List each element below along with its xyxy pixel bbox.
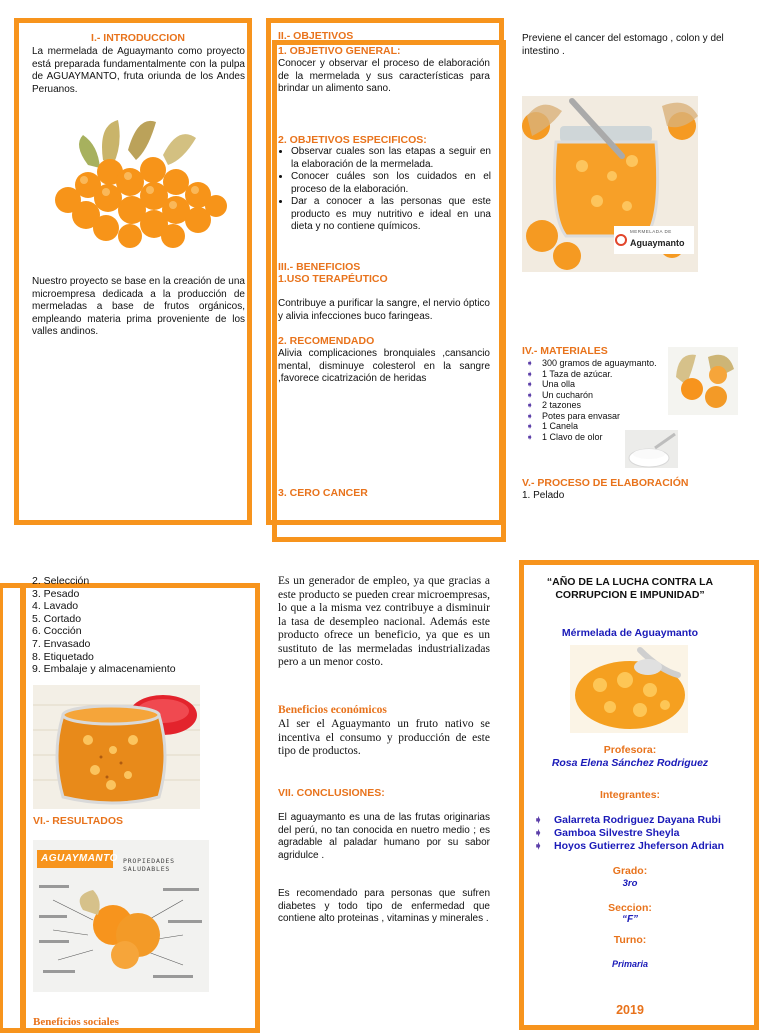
integrante-item: ➧ Galarreta Rodriguez Dayana Rubi: [534, 814, 721, 826]
objetivos-especificos-title: 2. OBJETIVOS ESPECIFICOS:: [278, 134, 427, 146]
beneficios-sociales-title: Beneficios sociales: [33, 1016, 119, 1028]
jar-label-small: MERMELADA DE: [630, 229, 672, 234]
proceso-title: V.- PROCESO DE ELABORACIÓN: [522, 477, 689, 489]
uso-terapeutico-text: Contribuye a purificar la sangre, el nervio óptico y alivia infecciones buco faringeas.: [278, 298, 490, 322]
profesora-label: Profesora:: [603, 744, 657, 756]
proceso-step: 8. Etiquetado: [32, 650, 94, 663]
proceso-step-1: 1. Pelado: [522, 490, 565, 501]
arrow-bullet-icon: ➧: [526, 421, 534, 431]
beneficios-economicos-title: Beneficios económicos: [278, 704, 387, 716]
material-item: ➧ 1 Taza de azúcar.: [526, 368, 613, 379]
objetivo-especifico-item: • Dar a conocer a las personas que este producto es muy nutritivo e ideal en una dieta y no contiene químicos.: [291, 196, 491, 234]
sugar-bowl-image: [625, 430, 678, 468]
poster-subtitle: PROPIEDADES SALUDABLES: [123, 857, 175, 873]
turno-value: Primaria: [611, 959, 649, 969]
intro-paragraph-2: Nuestro proyecto se base en la creación de una microempresa dedicada a la producción de mermeladas a base de frutos orgánicos, empleando materia prima proveniente de los valles andinos.: [32, 276, 245, 337]
objetivo-general-title: 1. OBJETIVO GENERAL:: [278, 45, 401, 57]
proceso-step: 9. Embalaje y almacenamiento: [32, 663, 176, 676]
integrante-item: ➧ Hoyos Gutierrez Jheferson Adrian: [534, 840, 724, 852]
materiales-title: IV.- MATERIALES: [522, 345, 608, 357]
cover-project-title: Mérmelada de Aguaymanto: [561, 627, 699, 639]
poster-title: AGUAYMANTO: [41, 853, 118, 864]
material-item: ➧ Una olla: [526, 379, 576, 389]
proceso-step: 7. Envasado: [32, 637, 91, 650]
grado-label: Grado:: [612, 865, 648, 877]
material-item: ➧ Potes para envasar: [526, 410, 621, 421]
empleo-text: Es un generador de empleo, ya que gracias a este producto se pueden crear microempresas, lo que a la misma vez contribuye a disminuir la tasa de desempleo nacional. Además este producto ofrece un beneficio, ya que es un sustituto de las mermeladas industrializadas pero a un menor costo.: [278, 575, 490, 668]
conclusiones-text-1: El aguaymanto es una de las frutas originarias del perú, no tan conocida en nuetro medio ; es agradable al paladar humano por su sabor agridulce .: [278, 812, 490, 861]
arrow-bullet-icon: ➧: [526, 410, 534, 421]
cover-jam-image: [570, 645, 688, 733]
objetivo-especifico-item: • Observar cuales son las etapas a seguir en la elaboración de la mermelada.: [291, 146, 491, 171]
material-item: ➧ 1 Clavo de olor: [526, 431, 603, 442]
seccion-value: “F”: [621, 914, 639, 925]
arrow-bullet-icon: ➧: [526, 431, 534, 442]
integrante-item: ➧ Gamboa Silvestre Sheyla: [534, 827, 680, 839]
conclusiones-text-2: Es recomendado para personas que sufren diabetes y todo tipo de enfermedad que contiene alto proteinas , vitaminas y minerales .: [278, 888, 490, 924]
conclusiones-title: VII. CONCLUSIONES:: [278, 787, 385, 799]
arrow-bullet-icon: ➧: [526, 400, 534, 410]
arrow-bullet-icon: ➧: [526, 358, 534, 368]
arrow-bullet-icon: ➧: [526, 379, 534, 389]
objetivo-especifico-item: • Conocer cuáles son los cuidados en el proceso de la elaboración.: [291, 171, 491, 196]
proceso-steps-list: [32, 575, 176, 676]
seccion-label: Seccion:: [608, 902, 652, 914]
arrow-bullet-icon: ➧: [534, 841, 543, 852]
proceso-step: 5. Cortado: [32, 612, 82, 625]
turno-label: Turno:: [613, 934, 647, 946]
arrow-bullet-icon: ➧: [534, 815, 543, 826]
material-item: ➧ 300 gramos de aguaymanto.: [526, 358, 657, 368]
objetivos-title: II.- OBJETIVOS: [278, 30, 354, 42]
recomendado-title: 2. RECOMENDADO: [278, 335, 375, 347]
intro-paragraph-1: La mermelada de Aguaymanto como proyecto está preparada fundamentalmente con la pulpa de AGUAYMANTO, fruta oriunda de los Andes Peruanos.: [32, 46, 245, 95]
panel-frame-objetivos-inner: [272, 40, 506, 542]
proceso-step: 3. Pesado: [32, 587, 80, 600]
resultados-title: VI.- RESULTADOS: [33, 815, 124, 827]
integrantes-list: [534, 814, 744, 853]
beneficios-title: III.- BENEFICIOS: [278, 261, 361, 273]
proceso-step: 2. Selección: [32, 575, 90, 587]
cover-year: 2019: [616, 1003, 644, 1017]
beneficios-economicos-text: Al ser el Aguaymanto un fruto nativo se incentiva el consumo y producción de este tipo de productos.: [278, 718, 490, 757]
propiedades-poster-image: [33, 840, 209, 992]
aguaymanto-husk-image: [668, 347, 738, 415]
cover-year-motto: “AÑO DE LA LUCHA CONTRA LA CORRUPCION E IMPUNIDAD”: [546, 576, 714, 601]
arrow-bullet-icon: ➧: [526, 389, 534, 400]
objetivo-general-text: Conocer y observar el proceso de elaboración de la mermelada y sus características para brindar un alimento sano.: [278, 58, 490, 94]
cero-cancer-title: 3. CERO CANCER: [278, 487, 368, 499]
grado-value: 3ro: [622, 878, 638, 889]
jar-label-brand: Aguaymanto: [630, 238, 685, 248]
material-item: ➧ Un cucharón: [526, 389, 594, 400]
proceso-step: 4. Lavado: [32, 600, 79, 613]
material-item: ➧ 2 tazones: [526, 400, 582, 410]
jam-pot-image: [33, 685, 200, 809]
intro-title: I.- INTRODUCCION: [91, 32, 185, 44]
arrow-bullet-icon: ➧: [526, 368, 534, 379]
recomendado-text: Alivia complicaciones bronquiales ,cansancio mental, disminuye colesterol en la sangre ,favorece cicatrización de heridas: [278, 348, 490, 384]
mermelada-jar-image: [522, 96, 698, 272]
objetivos-especificos-list: [278, 146, 491, 234]
aguaymanto-fruits-image: [48, 110, 228, 250]
integrantes-label: Integrantes:: [599, 789, 661, 801]
cero-cancer-text: Previene el cancer del estomago , colon y del intestino .: [522, 33, 724, 57]
proceso-step: 6. Cocción: [32, 625, 82, 638]
arrow-bullet-icon: ➧: [534, 828, 543, 839]
uso-terapeutico-title: 1.USO TERAPÉUTICO: [278, 273, 388, 285]
profesora-name: Rosa Elena Sánchez Rodriguez: [551, 757, 709, 769]
material-item: ➧ 1 Canela: [526, 421, 579, 431]
